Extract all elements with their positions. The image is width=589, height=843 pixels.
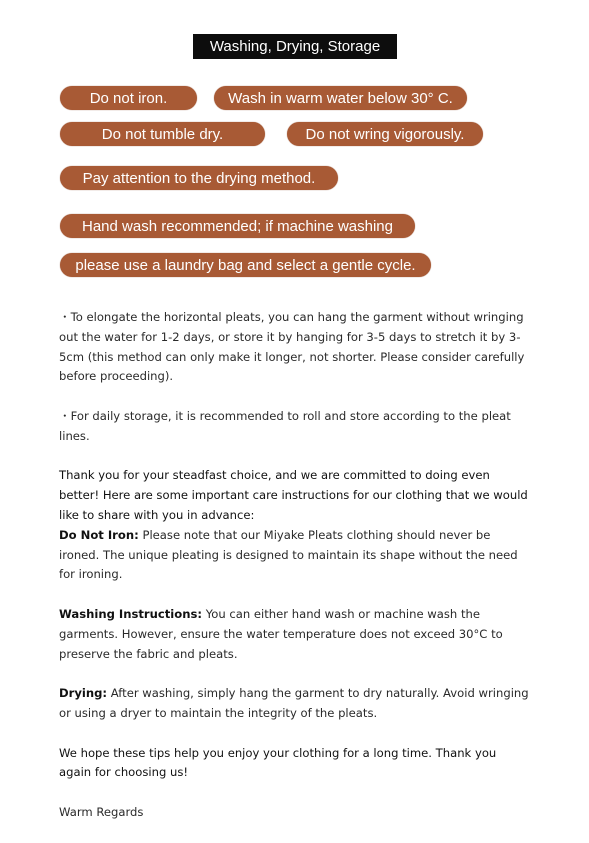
drying-text: After washing, simply hang the garment to dry naturally. Avoid wringing or using a dryer to maintain the integrity of the pleats. — [59, 686, 529, 720]
washing-text: You can either hand wash or machine wash the garments. However, ensure the water temperature does not exceed 30°C to preserve the fabric and pleats. — [59, 606, 503, 661]
washing-label: Washing Instructions: — [59, 606, 203, 621]
drying-label: Drying: — [59, 686, 108, 701]
storage-tip: ・For daily storage, it is recommended to roll and store according to the pleat lines. — [59, 408, 511, 443]
care-tag-hand-wash: Hand wash recommended; if machine washing — [60, 214, 415, 238]
thank-you-intro — [59, 466, 529, 585]
do-not-iron-text: Please note that our Miyake Pleats clothing should never be ironed. The unique pleating is designed to maintain its shape without the need for ironing. — [59, 527, 518, 582]
drying-instructions — [59, 684, 529, 724]
care-tag-drying-method: Pay attention to the drying method. — [60, 166, 338, 190]
pleat-elongation-tip: ・To elongate the horizontal pleats, you can hang the garment without wringing out the water for 1-2 days, or store it by hanging for 3-5 days to stretch it by 3-5cm (this method can only make it longer, not shorter. Please consider carefully before proceeding). — [59, 310, 525, 384]
care-tag-warm-wash: Wash in warm water below 30° C. — [214, 86, 467, 110]
closing-note: We hope these tips help you enjoy your clothing for a long time. Thank you again for choosing us! — [59, 745, 497, 780]
care-tag-no-iron: Do not iron. — [60, 86, 197, 110]
care-tag-no-tumble-dry: Do not tumble dry. — [60, 122, 265, 146]
care-instructions-body — [59, 308, 529, 843]
sign-off: Warm Regards — [59, 804, 144, 819]
do-not-iron-label: Do Not Iron: — [59, 527, 139, 542]
care-tag-laundry-bag: please use a laundry bag and select a gentle cycle. — [60, 253, 431, 277]
thank-you-text: Thank you for your steadfast choice, and we are committed to doing even better! Here are some important care instructions for our clothing that we would like to share with you in advance: — [59, 468, 528, 522]
care-tag-no-wring: Do not wring vigorously. — [287, 122, 483, 146]
washing-instructions — [59, 605, 529, 664]
section-title: Washing, Drying, Storage — [193, 34, 397, 59]
